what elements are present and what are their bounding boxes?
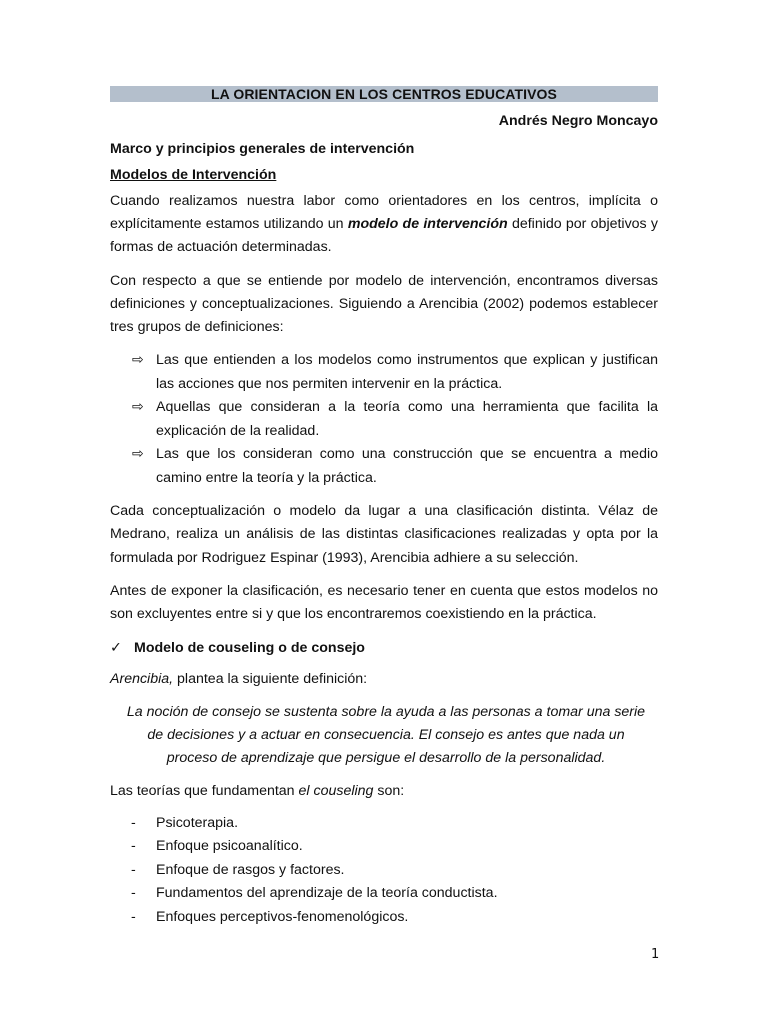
model-heading-text: Modelo de couseling o de consejo [134,640,365,657]
theory-item [110,906,658,930]
definition-text: Las que entienden a los modelos como instrumentos que explican y justifican las acciones que nos permiten intervenir en la práctica. [156,352,658,392]
arrow-bullet-icon: ⇨ [132,352,144,369]
theory-text: Enfoque de rasgos y factores. [156,861,345,878]
definition-intro-author: Arencibia, [110,671,174,688]
theories-intro-start: Las teorías que fundamentan [110,783,299,800]
checkmark-icon: ✓ [110,640,122,657]
model-heading [110,638,658,658]
theories-intro [110,780,658,803]
theories-intro-end: son: [373,783,405,800]
paragraph-coexistence: Antes de exponer la clasificación, es necesario tener en cuenta que estos modelos no son excluyentes entre si y que los encontraremos coexistiendo en la práctica. [110,582,658,623]
arrow-bullet-icon: ⇨ [132,399,144,416]
theories-list [110,812,658,930]
page-number: 1 [651,947,660,962]
theory-item [110,812,658,836]
definition-item [110,443,658,490]
definition-text: Las que los consideran como una construcción que se encuentra a medio camino entre la teoría y la práctica. [156,446,658,486]
theory-text: Enfoques perceptivos-fenomenológicos. [156,908,409,925]
theory-text: Psicoterapia. [156,814,239,831]
paragraph-intro [110,190,658,260]
paragraph-intro-emphasis: modelo de intervención [347,216,508,233]
document-title: LA ORIENTACION EN LOS CENTROS EDUCATIVOS [110,86,658,102]
quote-line: La noción de consejo se sustenta sobre la ayuda a las personas a tomar una serie [126,704,646,721]
quote-line: proceso de aprendizaje que persigue el desarrollo de la personalidad. [166,750,606,767]
paragraph-classification: Cada conceptualización o modelo da lugar a una clasificación distinta. Vélaz de Medrano, realiza un análisis de las distintas clasificaciones realizadas y opta por la formulada por Rodriguez Espinar (1993), Arencibia adhiere a su selección. [110,503,658,566]
document-page [110,86,658,929]
definitions-list [110,349,658,490]
theory-text: Enfoque psicoanalítico. [156,838,303,855]
theory-text: Fundamentos del aprendizaje de la teoría conductista. [156,885,498,902]
theory-item [110,859,658,883]
dash-bullet: - [131,814,136,831]
theory-item [110,835,658,859]
definition-item [110,396,658,443]
dash-bullet: - [131,838,136,855]
definition-intro [110,668,658,691]
theories-intro-italic: el couseling [298,783,374,800]
dash-bullet: - [131,885,136,902]
definition-quote [110,701,658,770]
theory-item [110,882,658,906]
author-name: Andrés Negro Moncayo [498,113,658,129]
document-subtitle: Marco y principios generales de intervención [110,141,415,157]
paragraph-intro-start: Cuando realizamos nuestra labor como orientadores en los centros, implícita o explícitamente estamos utilizando un [110,193,658,233]
section-heading: Modelos de Intervención [110,167,277,183]
dash-bullet: - [131,908,136,925]
paragraph-intro-end: definido por objetivos y formas de actuación determinadas. [110,216,658,256]
definition-intro-text: plantea la siguiente definición: [173,671,368,688]
definition-text: Aquellas que consideran a la teoría como una herramienta que facilita la explicación de la realidad. [156,399,658,439]
definition-item [110,349,658,396]
quote-line: de decisiones y a actuar en consecuencia. El consejo es antes que nada un [147,727,625,744]
paragraph-definitions-intro: Con respecto a que se entiende por modelo de intervención, encontramos diversas definiciones y conceptualizaciones. Siguiendo a Arencibia (2002) podemos establecer tres grupos de definiciones: [110,272,658,336]
dash-bullet: - [131,861,136,878]
arrow-bullet-icon: ⇨ [132,446,144,463]
